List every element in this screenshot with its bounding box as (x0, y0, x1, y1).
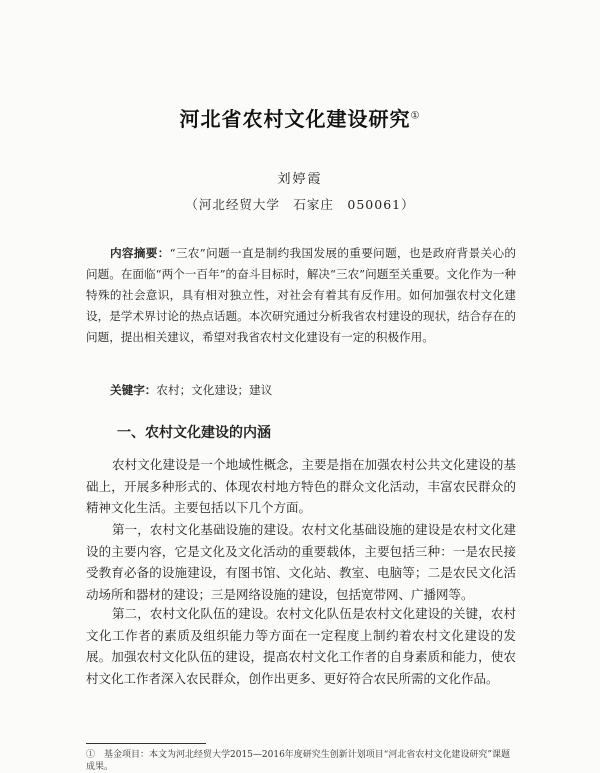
title-footnote-marker: ① (410, 110, 421, 122)
author-name: 刘婷霞 (277, 172, 323, 187)
section-heading: 一、农村文化建设的内涵 (117, 425, 271, 441)
author-affiliation: （河北经贸大学 石家庄 050061） (185, 197, 415, 212)
body-paragraph: 农村文化建设是一个地域性概念，主要是指在加强农村公共文化建设的基础上，开展多种形式的、体现农村地方特色的群众文化活动，丰富农民群众的精神文化生活。主要包括以下几个方面。 (86, 457, 516, 515)
abstract-label: 内容摘要： (110, 246, 170, 260)
footnote: ① 基金项目：本文为河北经贸大学2015—2016年度研究生创新计划项目“河北省农村文化建设研究”课题成果。 (86, 750, 511, 772)
abstract (86, 243, 516, 348)
title-text: 河北省农村文化建设研究 (179, 107, 411, 131)
keywords-text: 农村；文化建设；建议 (156, 383, 273, 397)
footnote-divider (86, 743, 206, 744)
keywords (110, 382, 516, 398)
body-paragraph: 第一，农村文化基础设施的建设。农村文化基础设施的建设是农村文化建设的主要内容，它是文化及文化活动的重要载体，主要包括三种：一是农民接受教育必备的设施建设，有图书馆、文化站、教室、电脑等；二是农民文化活动场所和器材的建设；三是网络设施的建设，包括宽带网、广播网等。 (86, 522, 516, 602)
paper-title (0, 103, 600, 132)
body-paragraph: 第二，农村文化队伍的建设。农村文化队伍是农村文化建设的关键，农村文化工作者的素质及组织能力等方面在一定程度上制约着农村文化建设的发展。加强农村文化队伍的建设，提高农村文化工作者的自身素质和能力，使农村文化工作者深入农民群众，创作出更多、更好符合农民所需的文化作品。 (86, 606, 516, 686)
abstract-text: “三农”问题一直是制约我国发展的重要问题，也是政府背景关心的问题。在面临“两个一百年”的奋斗目标时，解决“三农”问题至关重要。文化作为一种特殊的社会意识，具有相对独立性，对社会有着其有反作用。如何加强农村文化建设，是学术界讨论的热点话题。本次研究通过分析我省农村建设的现状，结合存在的问题，提出相关建议，希望对我省农村文化建设有一定的积极作用。 (86, 246, 516, 344)
keywords-label: 关键字： (110, 383, 157, 397)
